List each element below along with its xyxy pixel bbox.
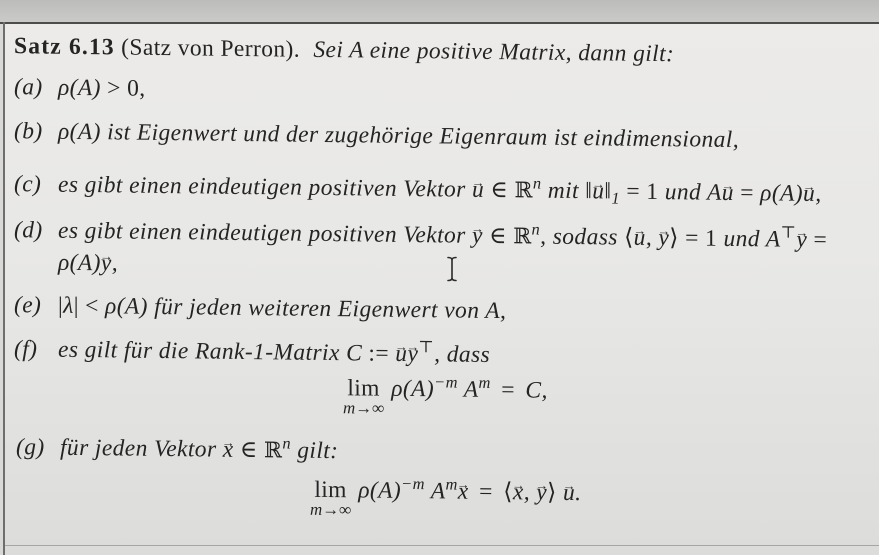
limit-word: lim: [314, 476, 347, 504]
text-cursor-icon: [446, 256, 458, 282]
limit-word: lim: [347, 375, 380, 402]
upright-text: ⟩: [669, 225, 679, 252]
item-d-continuation: [58, 249, 118, 278]
item-text: [60, 435, 338, 464]
limit-expression: [358, 473, 582, 507]
math-operator: ∈: [482, 222, 514, 250]
item-label: (f): [14, 336, 38, 363]
math-vector: y →: [472, 222, 483, 250]
text-run: für jeden Vektor: [60, 434, 223, 463]
superscript: n: [531, 219, 541, 239]
upright-text: |: [73, 292, 79, 319]
text-run: ,: [645, 224, 659, 252]
text-run: und A: [658, 179, 722, 206]
math-vector: x →: [223, 436, 234, 464]
text-run: es gibt einen eindeutigen positiven Vektor: [58, 217, 472, 249]
item-text: [58, 293, 506, 324]
item-text: [58, 250, 118, 277]
item-f: [14, 335, 490, 369]
text-run: A: [457, 376, 479, 403]
limit-expression: [391, 372, 548, 404]
math-vector: u →: [592, 177, 604, 205]
item-d: [14, 216, 827, 255]
math-operator: =: [620, 178, 647, 205]
theorem-heading: [14, 32, 674, 68]
text-run: , dass: [434, 341, 491, 368]
bold-text: Satz 6.13: [14, 33, 115, 61]
upright-text: (Satz von Perron).: [114, 34, 301, 63]
text-run: A: [424, 478, 446, 505]
item-label: (d): [14, 217, 43, 244]
superscript: m: [445, 474, 458, 494]
text-run: und A: [717, 225, 781, 253]
text-run: C,: [525, 377, 548, 404]
limit-operator: [343, 374, 384, 417]
superscript: ⊤: [418, 337, 435, 357]
math-operator: =: [807, 226, 828, 254]
upright-text: 1: [646, 178, 659, 206]
math-vector: y →: [101, 249, 112, 277]
math-operator: =: [733, 179, 761, 207]
text-run: ρ(A): [58, 74, 101, 102]
text-run: es gilt für die Rank-1-Matrix C: [58, 336, 363, 367]
superscript: n: [532, 173, 542, 193]
item-label: (g): [16, 434, 45, 461]
math-operator: >: [100, 75, 128, 102]
item-text: [58, 218, 827, 253]
item-text: [58, 75, 146, 102]
text-run: ,: [111, 250, 119, 277]
superscript: n: [282, 433, 291, 453]
limit-operator: [310, 476, 351, 519]
item-label: (a): [14, 74, 43, 101]
upright-text: ⟩: [547, 479, 563, 506]
item-c: [14, 170, 821, 209]
text-run: ρ(A) ist Eigenwert und der zugehörige Eigenraum ist eindimensional,: [58, 118, 739, 154]
text-run: ρ(A): [58, 249, 101, 277]
math-operator: =: [678, 225, 706, 252]
math-operator: ∈: [484, 176, 515, 204]
limit-subscript: m→∞: [310, 499, 352, 520]
text-run: Sei A eine positive Matrix, dann gilt:: [307, 36, 675, 68]
math-vector: u →: [563, 479, 575, 507]
math-vector: y →: [536, 479, 547, 507]
math-operator: ∈: [233, 436, 264, 464]
blackboard-symbol: ℝ: [514, 178, 533, 204]
upright-text: 0,: [127, 75, 146, 102]
math-vector: x →: [458, 478, 469, 506]
math-vector: u →: [634, 224, 646, 252]
text-run: ,: [523, 479, 537, 506]
math-vector: y →: [407, 340, 418, 368]
superscript: m: [478, 372, 491, 392]
page-border-bottom: [5, 545, 879, 546]
upright-text: 1: [705, 225, 718, 252]
superscript: −m: [401, 473, 425, 494]
math-operator: =: [472, 478, 500, 506]
text-run: ρ(A): [358, 477, 402, 504]
text-run: mit: [541, 177, 586, 205]
upright-text: ⟨: [624, 224, 634, 251]
math-operator: =: [494, 377, 522, 404]
text-run: ρ(A) für jeden weiteren Eigenwert von A,: [105, 293, 507, 325]
upright-text: |: [58, 292, 64, 319]
limit-formula-f: [343, 374, 548, 419]
limit-formula-g: [310, 473, 582, 521]
math-vector: y →: [796, 226, 807, 254]
math-vector: u →: [395, 340, 407, 368]
text-run: ,: [815, 180, 822, 208]
math-operator: :=: [362, 340, 396, 367]
item-text: [58, 337, 490, 368]
item-label: (b): [14, 118, 43, 145]
text-run: ρ(A): [391, 375, 435, 403]
superscript: −m: [434, 372, 458, 392]
math-vector: x →: [513, 478, 524, 506]
text-run: gilt:: [290, 437, 339, 465]
subscript: 1: [611, 188, 621, 208]
limit-subscript: m→∞: [343, 398, 385, 418]
text-run: ρ(A): [760, 180, 804, 207]
item-e: [14, 291, 506, 325]
upright-text: ⟨: [503, 479, 513, 506]
math-vector: y →: [658, 224, 669, 252]
upright-text: ‖: [585, 178, 593, 205]
text-cursor-icon: [446, 256, 458, 282]
item-g: [16, 433, 338, 466]
text-run: es gibt einen eindeutigen positiven Vektor: [58, 171, 472, 203]
text-run: , sodass: [540, 223, 625, 251]
blackboard-symbol: ℝ: [263, 438, 283, 464]
superscript: ⊤: [780, 222, 797, 242]
text-run: λ: [63, 292, 74, 319]
upright-text: ‖: [604, 178, 612, 205]
item-text: [58, 172, 821, 207]
blackboard-symbol: ℝ: [513, 224, 532, 250]
text-run: .: [575, 480, 582, 507]
math-operator: <: [78, 292, 106, 320]
item-a: [14, 73, 146, 103]
item-label: (e): [14, 292, 42, 319]
math-vector: u →: [803, 180, 815, 208]
item-label: (c): [14, 171, 42, 198]
item-b: [14, 117, 739, 154]
math-vector: u →: [472, 176, 484, 204]
item-text: [58, 119, 739, 153]
math-vector: u →: [722, 179, 734, 207]
